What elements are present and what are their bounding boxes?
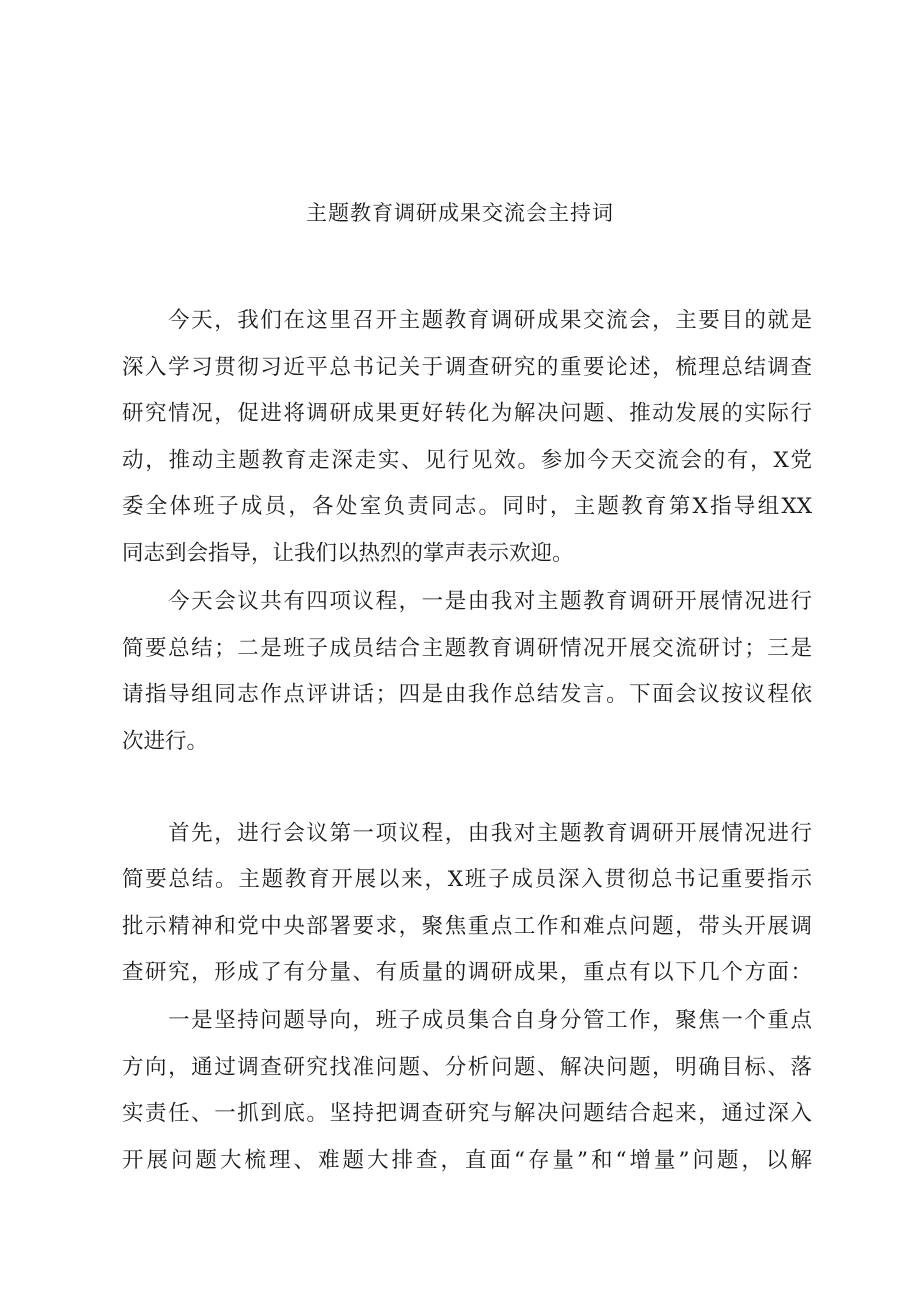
paragraph-line: 同志到会指导，让我们以热烈的掌声表示欢迎。 <box>122 541 574 566</box>
paragraph-line: 今天，我们在这里召开主题教育调研成果交流会，主要目的就是 <box>122 308 812 333</box>
paragraph-line: 简要总结；二是班子成员结合主题教育调研情况开展交流研讨；三是 <box>122 636 812 661</box>
paragraph-line: 实责任、一抓到底。坚持把调查研究与解决问题结合起来，通过深入 <box>122 1101 812 1126</box>
paragraph-line: 深入学习贯彻习近平总书记关于调查研究的重要论述，梳理总结调查 <box>122 355 812 380</box>
document-title: 主题教育调研成果交流会主持词 <box>306 201 614 225</box>
paragraph-line: 方向，通过调查研究找准问题、分析问题、解决问题，明确目标、落 <box>122 1055 812 1080</box>
paragraph-line: 请指导组同志作点评讲话；四是由我作总结发言。下面会议按议程依 <box>122 682 812 707</box>
paragraph-line: 研究情况，促进将调研成果更好转化为解决问题、推动发展的实际行 <box>122 401 812 426</box>
paragraph-line: 简要总结。主题教育开展以来，X班子成员深入贯彻总书记重要指示 <box>122 867 812 892</box>
paragraph-line: 一是坚持问题导向，班子成员集合自身分管工作，聚焦一个重点 <box>122 1008 812 1033</box>
paragraph-line: 查研究，形成了有分量、有质量的调研成果，重点有以下几个方面： <box>122 960 812 985</box>
paragraph-line: 首先，进行会议第一项议程，由我对主题教育调研开展情况进行 <box>122 821 812 846</box>
paragraph-line: 批示精神和党中央部署要求，聚焦重点工作和难点问题，带头开展调 <box>122 914 812 939</box>
paragraph-line: 次进行。 <box>122 729 209 754</box>
paragraph-line: 开展问题大梳理、难题大排查，直面“存量”和“增量”问题，以解 <box>122 1148 812 1173</box>
paragraph-line: 今天会议共有四项议程，一是由我对主题教育调研开展情况进行 <box>122 589 812 614</box>
paragraph-line: 委全体班子成员，各处室负责同志。同时，主题教育第X指导组XX <box>122 494 812 519</box>
paragraph-line: 动，推动主题教育走深走实、见行见效。参加今天交流会的有，X党 <box>122 448 812 473</box>
